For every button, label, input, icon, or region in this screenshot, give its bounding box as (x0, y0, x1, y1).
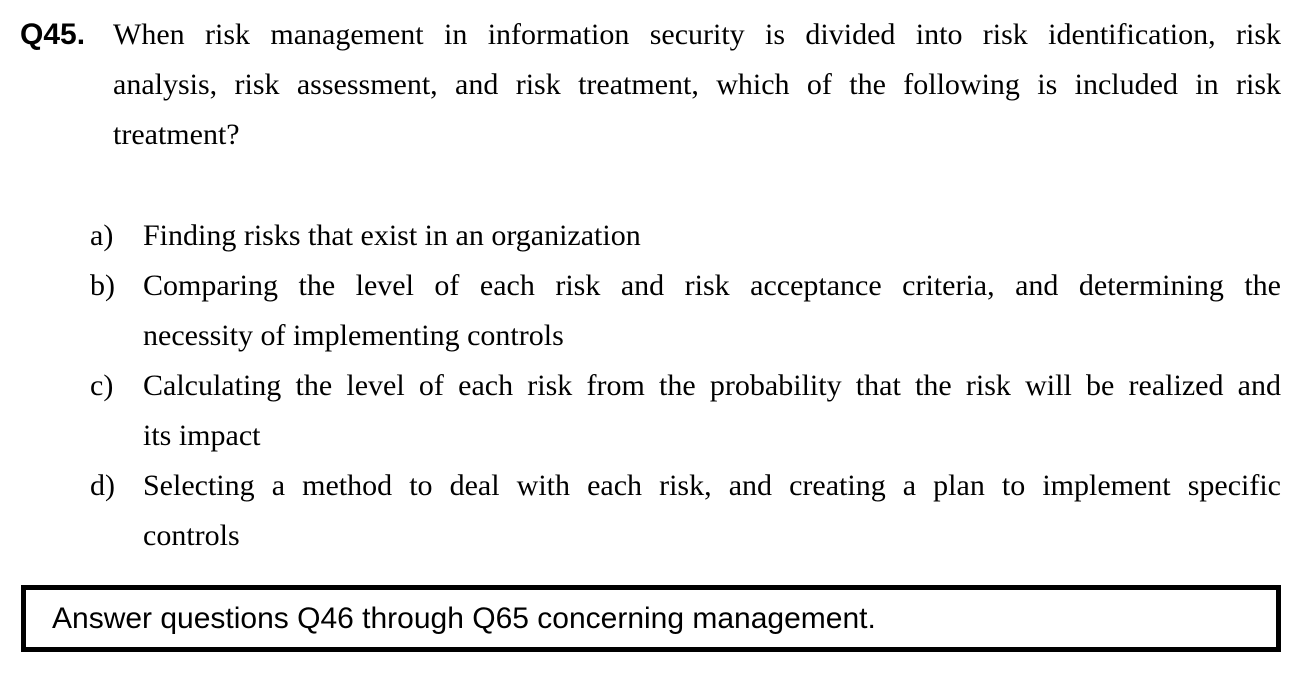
option-d (90, 461, 1281, 561)
option-text-line: Calculating the level of each risk from the probability that the risk will be realized and (143, 369, 1281, 402)
question-number: Q45. (20, 18, 86, 51)
option-c-label: c) (90, 369, 114, 402)
question-text (113, 10, 1281, 160)
section-note-text: Answer questions Q46 through Q65 concerning management. (52, 601, 876, 635)
option-text-line: controls (143, 519, 240, 552)
option-d-text (143, 461, 1281, 561)
option-text-line: its impact (143, 419, 261, 452)
option-c-text (143, 361, 1281, 461)
option-c (90, 361, 1281, 461)
question-text-line: treatment? (113, 118, 240, 151)
option-b-label: b) (90, 269, 115, 302)
option-text-line: Finding risks that exist in an organization (143, 219, 641, 252)
option-text-line: Comparing the level of each risk and risk acceptance criteria, and determining the (143, 269, 1281, 302)
option-d-label: d) (90, 469, 115, 502)
section-note-box (21, 585, 1281, 652)
option-a-text (143, 211, 1281, 261)
option-b-text (143, 261, 1281, 361)
options-list (90, 211, 1281, 561)
option-a (90, 211, 1281, 261)
question-text-line: When risk management in information security is divided into risk identification, risk (113, 18, 1281, 51)
option-b (90, 261, 1281, 361)
question-text-line: analysis, risk assessment, and risk treatment, which of the following is included in risk (113, 68, 1281, 101)
option-text-line: Selecting a method to deal with each risk, and creating a plan to implement specific (143, 469, 1281, 502)
option-text-line: necessity of implementing controls (143, 319, 564, 352)
option-a-label: a) (90, 219, 114, 252)
